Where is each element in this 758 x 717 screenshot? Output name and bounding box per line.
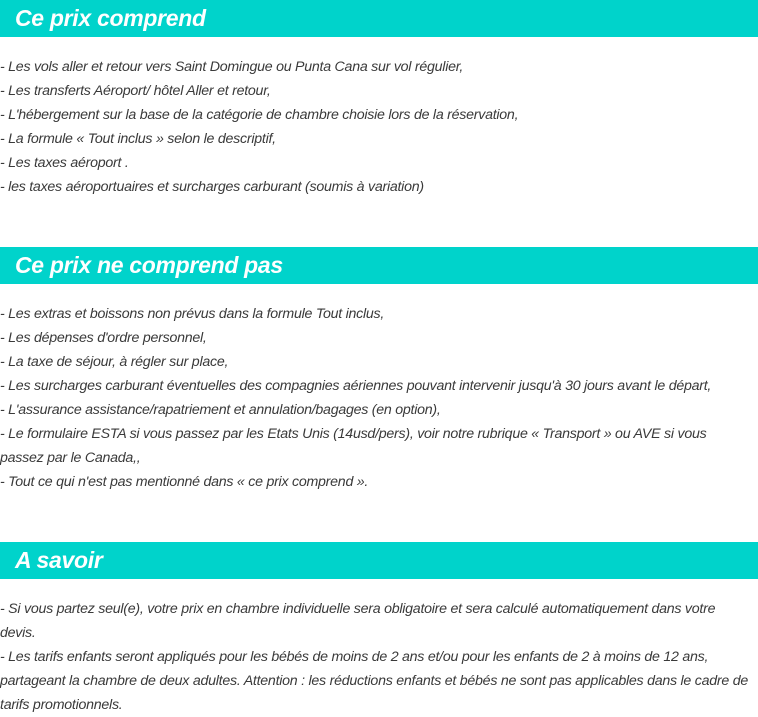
section-body [0, 37, 758, 199]
section-a-savoir [0, 542, 758, 717]
list-item: - Si vous partez seul(e), votre prix en chambre individuelle sera obligatoire et sera calculé automatiquement dans votre devis. [0, 601, 716, 641]
section-header [0, 0, 758, 37]
list-item: - L'assurance assistance/rapatriement et annulation/bagages (en option), [0, 402, 441, 418]
list-item: - Les vols aller et retour vers Saint Domingue ou Punta Cana sur vol régulier, [0, 59, 464, 75]
section-header [0, 247, 758, 284]
section-body [0, 579, 758, 717]
list-item: - Les tarifs enfants seront appliqués pour les bébés de moins de 2 ans et/ou pour les enfants de 2 à moins de 12 ans, partageant la chambre de deux adultes. Attention : les réductions enfants et bébés ne sont pas applicables dans le cadre de tarifs promotionnels. [0, 649, 748, 713]
list-item: - L'hébergement sur la base de la catégorie de chambre choisie lors de la réservation, [0, 107, 519, 123]
list-item: - Le formulaire ESTA si vous passez par les Etats Unis (14usd/pers), voir notre rubrique « Transport » ou AVE si vous passez par le Canada,, [0, 426, 707, 466]
section-header [0, 542, 758, 579]
list-item: - La taxe de séjour, à régler sur place, [0, 354, 229, 370]
list-item: - La formule « Tout inclus » selon le descriptif, [0, 131, 276, 147]
section-title: A savoir [15, 547, 103, 573]
section-body [0, 284, 758, 494]
list-item: - Les surcharges carburant éventuelles des compagnies aériennes pouvant intervenir jusqu'à 30 jours avant le départ, [0, 378, 712, 394]
list-item: - Les taxes aéroport . [0, 155, 129, 171]
section-title: Ce prix ne comprend pas [15, 252, 283, 278]
list-item: - Tout ce qui n'est pas mentionné dans « ce prix comprend ». [0, 474, 369, 490]
section-ce-prix-comprend [0, 0, 758, 199]
section-title: Ce prix comprend [15, 5, 206, 31]
section-ce-prix-ne-comprend-pas [0, 247, 758, 494]
list-item: - les taxes aéroportuaires et surcharges carburant (soumis à variation) [0, 179, 424, 195]
list-item: - Les extras et boissons non prévus dans la formule Tout inclus, [0, 306, 385, 322]
list-item: - Les transferts Aéroport/ hôtel Aller et retour, [0, 83, 271, 99]
list-item: - Les dépenses d'ordre personnel, [0, 330, 207, 346]
